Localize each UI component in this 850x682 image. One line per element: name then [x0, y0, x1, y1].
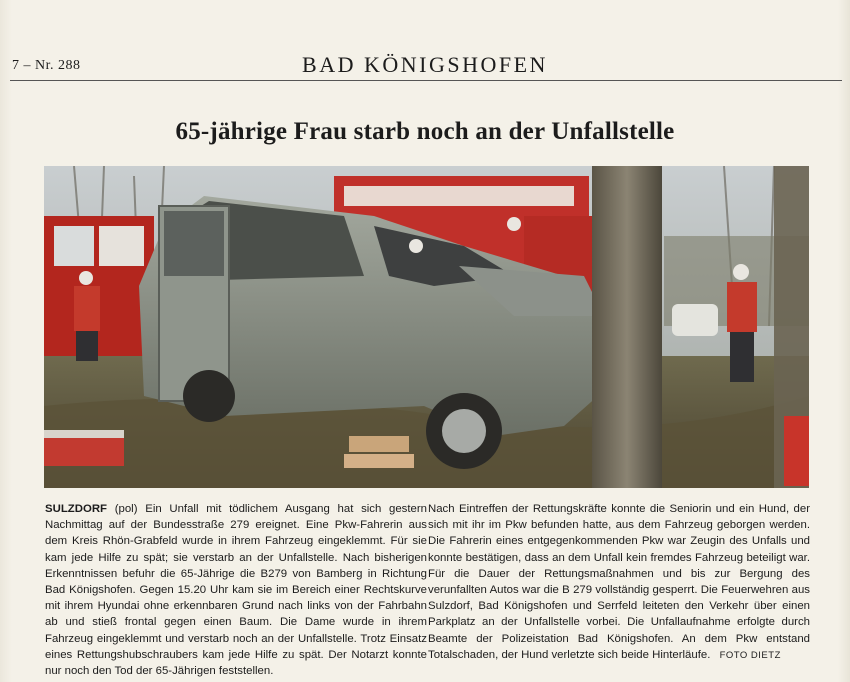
crash-photo	[44, 166, 809, 488]
photo-credit: FOTO DIETZ	[719, 649, 781, 661]
header-rule	[10, 80, 842, 81]
dateline: SULZDORF	[45, 503, 108, 515]
source-tag: (pol)	[114, 503, 138, 515]
article-column-2	[428, 501, 810, 664]
issue-label: 7 – Nr. 288	[12, 58, 81, 73]
article-text-col2: Nach Eintreffen der Rettungskräfte konnte die Seniorin und ein Hund, der sich mit ihr im Pkw befunden hatte, aus dem Fahrzeug geborgen werden. Die Fahrerin eines entgegenkommenden Pkw war Zeugin des Unfalls und konnte bestätigen, dass an dem Unfall kein fremdes Fahrzeug beteiligt war. Für die Dauer der Rettungsmaßnahmen und bis zur Bergung des verunfallten Autos war die B 279 vollständig gesperrt. Die Feuerwehren aus Sulzdorf, Bad Königshofen und Serrfeld leiteten den Verkehr über einen Parkplatz an der Unfallstelle vorbei. Die Unfallaufnahme erfolgte durch Beamte der Polizeistation Bad Königshofen. An dem Pkw entstand Totalschaden, der Hund verletzte sich beide Hinterläufe.	[428, 503, 810, 661]
article-column-1	[45, 501, 427, 679]
article-text-col1: Ein Unfall mit tödlichem Ausgang hat sich gestern Nachmittag auf der Bundesstraße 279 ereignet. Eine Pkw-Fahrerin aus dem Kreis Rhön-Grabfeld wurde in ihrem Fahrzeug eingeklemmt. Für sie kam jede Hilfe zu spät; sie verstarb an der Unfallstelle. Nach bisherigen Erkenntnissen befuhr die 65-Jährige die B279 von Bamberg in Richtung Bad Königshofen. Gegen 15.20 Uhr kam sie im Bereich einer Rechtskurve mit ihrem Hyundai ohne erkennbaren Grund nach links von der Fahrbahn ab und stieß frontal gegen einen Baum. Die Dame wurde in ihrem Fahrzeug eingeklemmt und verstarb noch an der Unfallstelle. Trotz Einsatz eines Rettungshubschraubers kam jede Hilfe zu spät. Der Notarzt konnte nur noch den Tod der 65-Jährigen feststellen.	[45, 503, 428, 678]
section-title: BAD KÖNIGSHOFEN	[302, 52, 548, 77]
article-headline: 65-jährige Frau starb noch an der Unfallstelle	[175, 118, 675, 145]
